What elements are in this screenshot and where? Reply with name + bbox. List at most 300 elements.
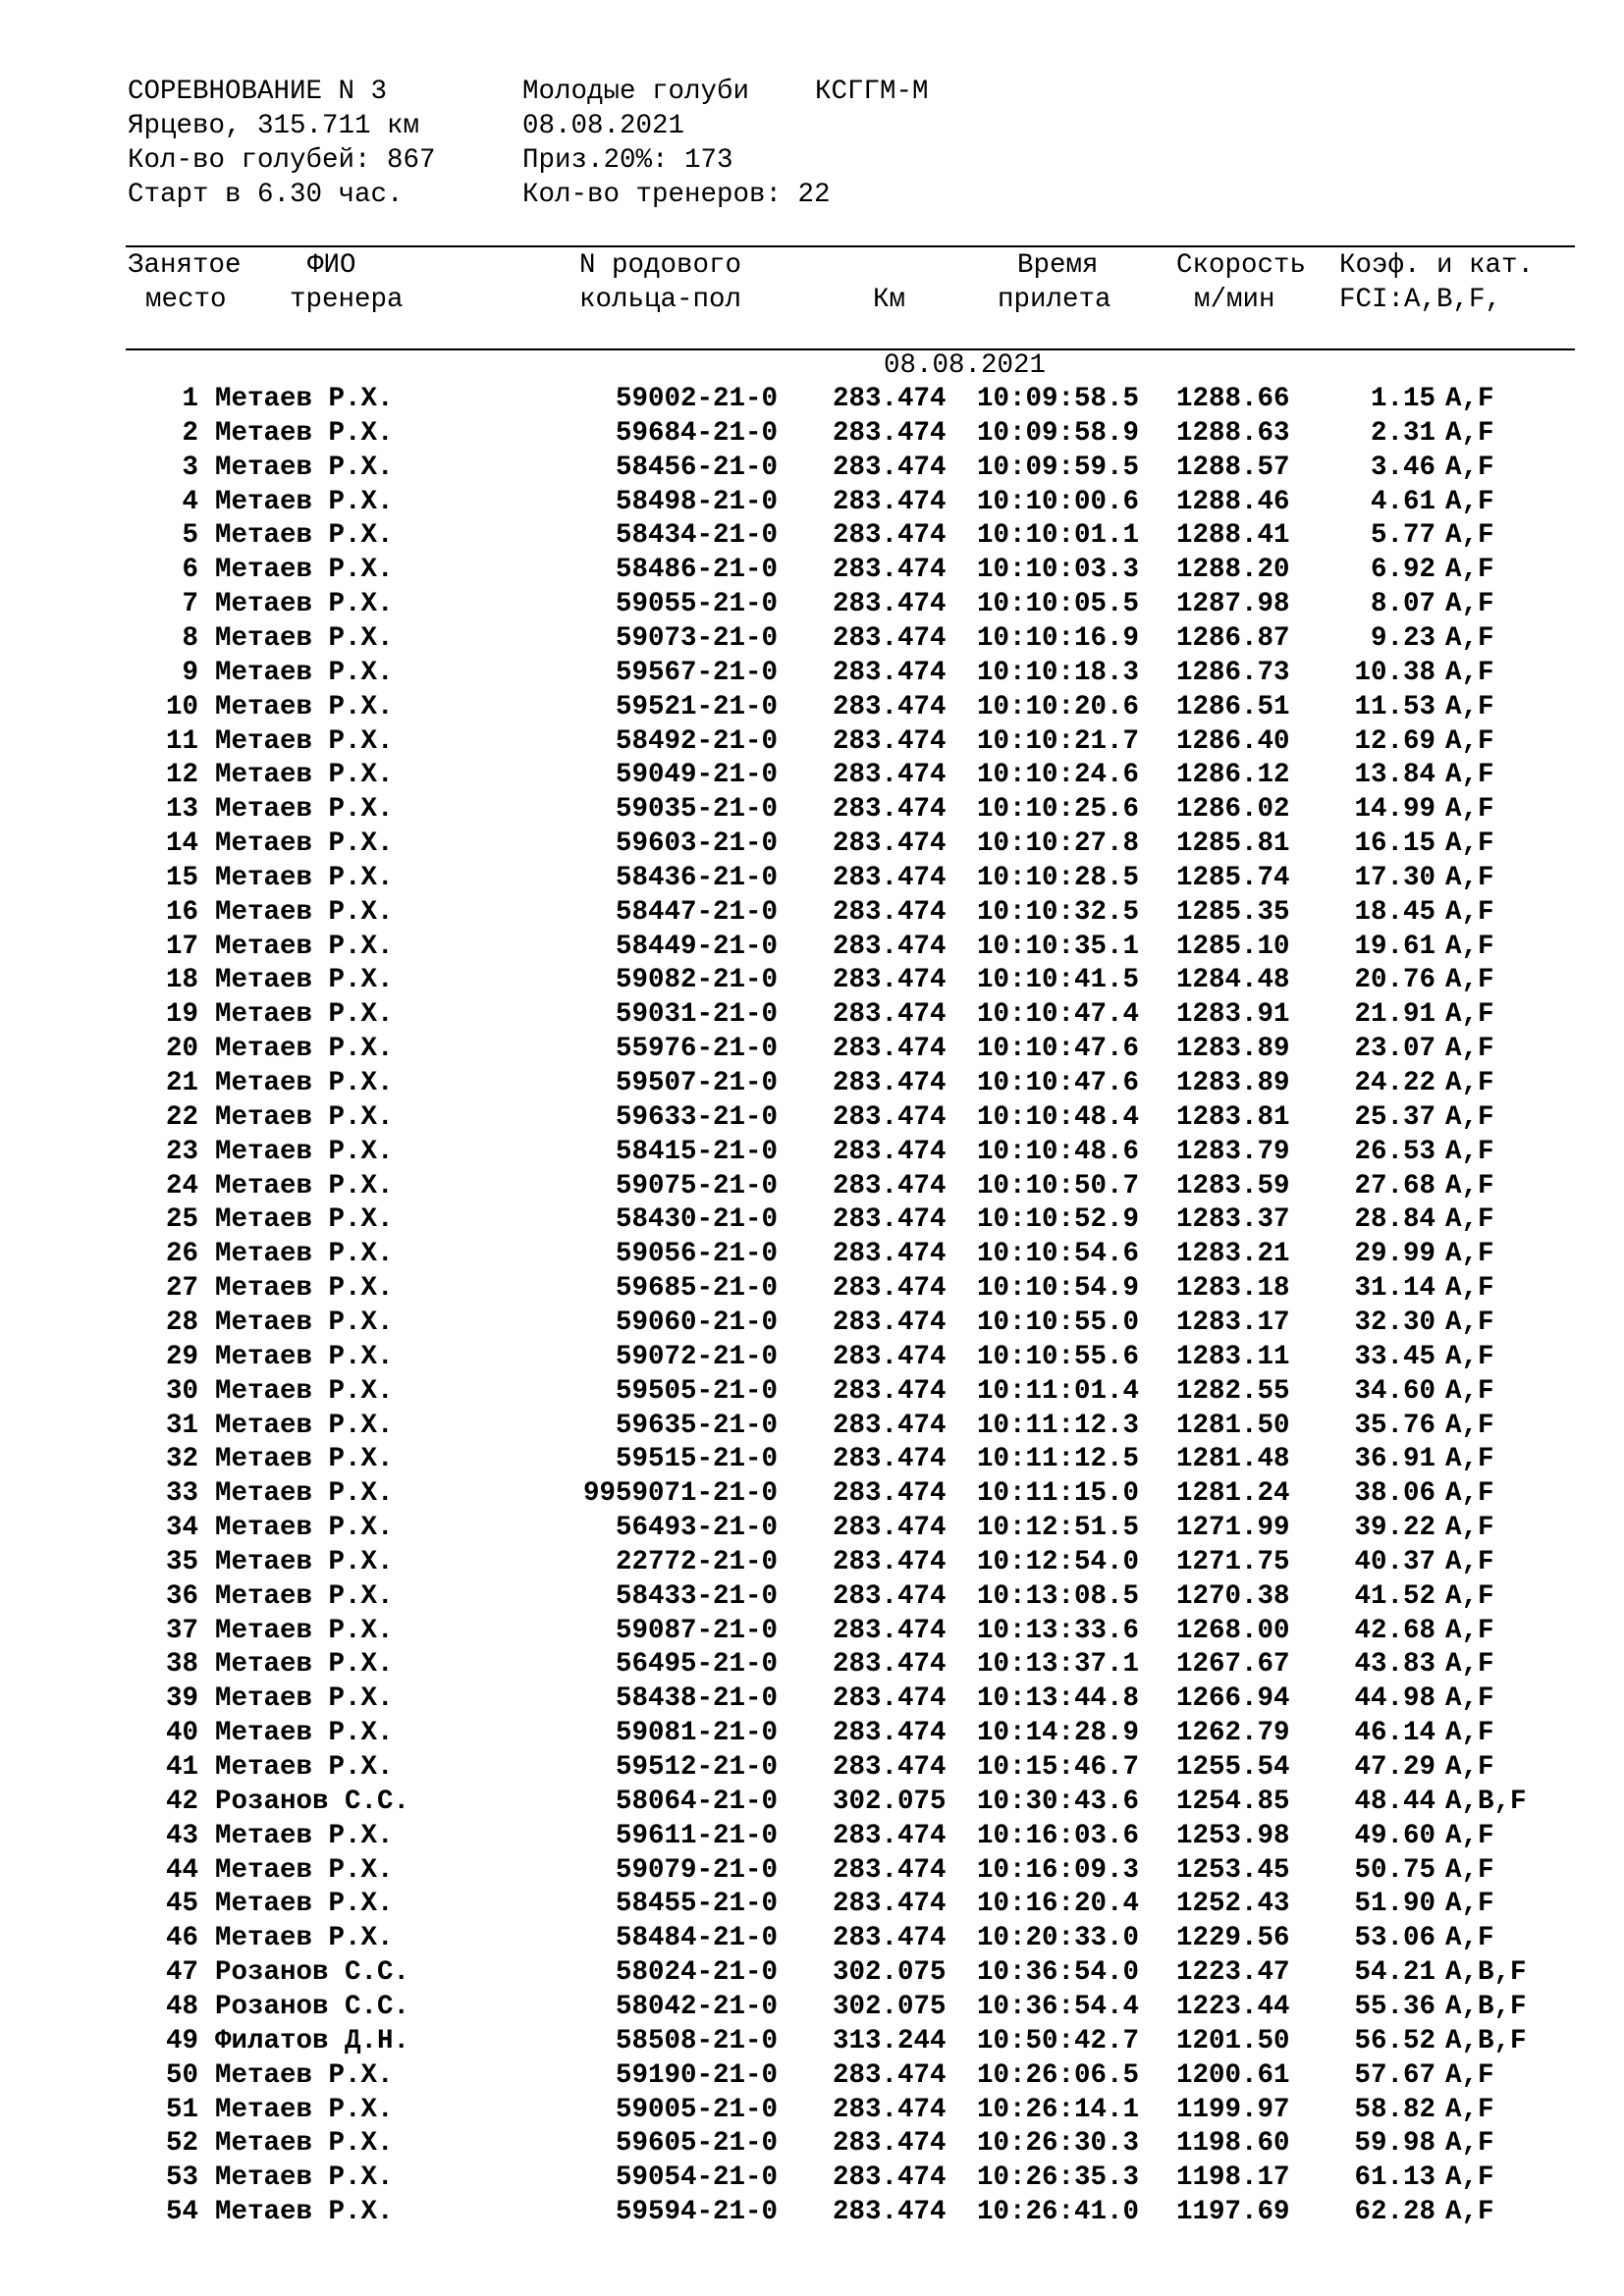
- table-row: [0, 2059, 1624, 2094]
- distance-km: 283.474: [833, 1854, 947, 1886]
- place: 10: [165, 691, 198, 722]
- ring-number: 56493-21-0: [615, 1513, 778, 1544]
- ring-number: 59594-21-0: [615, 2197, 778, 2228]
- distance-km: 302.075: [833, 1957, 947, 1989]
- arrival-time: 10:10:24.6: [977, 760, 1140, 791]
- table-row: [0, 554, 1624, 588]
- fci-category: A,F: [1445, 1034, 1494, 1065]
- ring-number: 58042-21-0: [615, 1991, 778, 2022]
- arrival-time: 10:16:09.3: [977, 1854, 1140, 1886]
- distance-km: 283.474: [833, 2094, 947, 2125]
- fci-coefficient: 23.07: [1354, 1034, 1435, 1065]
- ring-number: 58492-21-0: [615, 725, 778, 757]
- ring-number: 59633-21-0: [615, 1101, 778, 1133]
- distance-km: 313.244: [833, 2025, 947, 2056]
- place: 35: [165, 1546, 198, 1577]
- trainer-name: Метаев Р.Х.: [215, 2197, 394, 2228]
- speed: 1283.18: [1176, 1273, 1290, 1305]
- arrival-time: 10:26:30.3: [977, 2128, 1140, 2160]
- fci-category: A,F: [1445, 1068, 1494, 1098]
- distance-km: 283.474: [833, 1170, 947, 1201]
- table-row: [0, 452, 1624, 486]
- speed: 1223.44: [1176, 1991, 1290, 2022]
- trainer-name: Метаев Р.Х.: [215, 1513, 394, 1544]
- results-date: 08.08.2021: [884, 350, 1047, 381]
- table-row: [0, 1410, 1624, 1444]
- distance-km: 283.474: [833, 965, 947, 996]
- table-row: [0, 862, 1624, 896]
- fci-coefficient: 54.21: [1354, 1957, 1435, 1989]
- table-row: [0, 2162, 1624, 2196]
- place: 22: [165, 1101, 198, 1133]
- trainer-name: Метаев Р.Х.: [215, 589, 394, 620]
- arrival-time: 10:10:54.9: [977, 1273, 1140, 1305]
- table-row: [0, 1477, 1624, 1512]
- speed: 1197.69: [1176, 2197, 1290, 2228]
- speed: 1200.61: [1176, 2059, 1290, 2091]
- table-row: [0, 1341, 1624, 1375]
- table-row: [0, 931, 1624, 965]
- ring-number: 59002-21-0: [615, 384, 778, 414]
- speed: 1283.17: [1176, 1307, 1290, 1338]
- table-row: [0, 964, 1624, 998]
- col-name-2: тренера: [290, 285, 404, 315]
- table-row: [0, 1854, 1624, 1889]
- distance-km: 283.474: [833, 520, 947, 552]
- distance-km: 283.474: [833, 1513, 947, 1544]
- speed: 1223.47: [1176, 1957, 1290, 1989]
- trainer-name: Метаев Р.Х.: [215, 999, 394, 1031]
- fci-category: A,F: [1445, 657, 1494, 688]
- speed: 1283.91: [1176, 999, 1290, 1031]
- ring-number: 58433-21-0: [615, 1580, 778, 1612]
- fci-coefficient: 29.99: [1354, 1239, 1435, 1270]
- trainer-name: Метаев Р.Х.: [215, 1580, 394, 1612]
- table-row: [0, 725, 1624, 760]
- col-speed-2: м/мин: [1194, 285, 1275, 315]
- fci-coefficient: 51.90: [1354, 1889, 1435, 1920]
- trainer-name: Метаев Р.Х.: [215, 1752, 394, 1783]
- trainer-name: Метаев Р.Х.: [215, 1854, 394, 1886]
- organization: КСГГМ-М: [815, 77, 929, 107]
- distance-km: 283.474: [833, 622, 947, 654]
- place: 39: [165, 1683, 198, 1715]
- distance-km: 283.474: [833, 1410, 947, 1441]
- distance-km: 283.474: [833, 1101, 947, 1133]
- arrival-time: 10:13:33.6: [977, 1615, 1140, 1646]
- fci-coefficient: 49.60: [1354, 1820, 1435, 1851]
- ring-number: 58430-21-0: [615, 1204, 778, 1236]
- competition-title: СОРЕВНОВАНИЕ N 3: [128, 77, 388, 107]
- trainer-name: Метаев Р.Х.: [215, 1923, 394, 1954]
- place: 6: [182, 555, 198, 586]
- fci-coefficient: 24.22: [1354, 1068, 1435, 1098]
- fci-category: A,F: [1445, 1273, 1494, 1305]
- speed: 1288.57: [1176, 452, 1290, 483]
- table-row: [0, 793, 1624, 828]
- fci-category: A,B,F: [1445, 1991, 1527, 2022]
- fci-category: A,F: [1445, 1170, 1494, 1201]
- table-row: [0, 1238, 1624, 1272]
- place: 34: [165, 1513, 198, 1544]
- place: 14: [165, 828, 198, 860]
- fci-category: A,F: [1445, 417, 1494, 449]
- arrival-time: 10:10:48.6: [977, 1136, 1140, 1167]
- ring-number: 58484-21-0: [615, 1923, 778, 1954]
- col-speed-1: Скорость: [1176, 250, 1307, 281]
- distance-km: 283.474: [833, 794, 947, 826]
- fci-coefficient: 18.45: [1354, 896, 1435, 928]
- fci-category: A,F: [1445, 2197, 1494, 2228]
- fci-category: A,F: [1445, 1375, 1494, 1407]
- table-row: [0, 588, 1624, 622]
- prize-count: Приз.20%: 173: [522, 145, 733, 176]
- col-ring-1: N родового: [579, 250, 742, 281]
- place: 29: [165, 1341, 198, 1372]
- fci-category: A,F: [1445, 1580, 1494, 1612]
- fci-category: A,B,F: [1445, 1786, 1527, 1817]
- speed: 1283.37: [1176, 1204, 1290, 1236]
- fci-coefficient: 10.38: [1354, 657, 1435, 688]
- ring-number: 59079-21-0: [615, 1854, 778, 1886]
- race-date: 08.08.2021: [522, 111, 685, 141]
- place: 16: [165, 896, 198, 928]
- place: 27: [165, 1273, 198, 1305]
- speed: 1288.41: [1176, 520, 1290, 552]
- arrival-time: 10:10:21.7: [977, 725, 1140, 757]
- fci-coefficient: 59.98: [1354, 2128, 1435, 2160]
- arrival-time: 10:36:54.0: [977, 1957, 1140, 1989]
- place: 33: [165, 1478, 198, 1510]
- place: 28: [165, 1307, 198, 1338]
- ring-number: 58486-21-0: [615, 555, 778, 586]
- fci-coefficient: 34.60: [1354, 1375, 1435, 1407]
- header-line-3: [128, 143, 1011, 178]
- place: 20: [165, 1034, 198, 1065]
- distance-km: 283.474: [833, 452, 947, 483]
- trainer-name: Метаев Р.Х.: [215, 657, 394, 688]
- arrival-time: 10:10:55.6: [977, 1341, 1140, 1372]
- fci-coefficient: 26.53: [1354, 1136, 1435, 1167]
- trainer-name: Метаев Р.Х.: [215, 1136, 394, 1167]
- place: 50: [165, 2059, 198, 2091]
- ring-number: 58498-21-0: [615, 486, 778, 517]
- table-row: [0, 622, 1624, 657]
- pigeon-category: Молодые голуби: [522, 77, 750, 107]
- ring-number: 59031-21-0: [615, 999, 778, 1031]
- fci-category: A,F: [1445, 622, 1494, 654]
- ring-number: 59685-21-0: [615, 1273, 778, 1305]
- ring-number: 59611-21-0: [615, 1820, 778, 1851]
- fci-coefficient: 62.28: [1354, 2197, 1435, 2228]
- ring-number: 55976-21-0: [615, 1034, 778, 1065]
- trainer-name: Метаев Р.Х.: [215, 1649, 394, 1681]
- fci-coefficient: 46.14: [1354, 1718, 1435, 1749]
- table-row: [0, 1203, 1624, 1238]
- speed: 1253.98: [1176, 1820, 1290, 1851]
- arrival-time: 10:10:18.3: [977, 657, 1140, 688]
- speed: 1271.99: [1176, 1513, 1290, 1544]
- speed: 1271.75: [1176, 1546, 1290, 1577]
- distance-km: 283.474: [833, 2197, 947, 2228]
- trainer-name: Метаев Р.Х.: [215, 896, 394, 928]
- trainer-name: Метаев Р.Х.: [215, 1034, 394, 1065]
- fci-coefficient: 17.30: [1354, 862, 1435, 893]
- ring-number: 59005-21-0: [615, 2094, 778, 2125]
- ring-number: 59072-21-0: [615, 1341, 778, 1372]
- ring-number: 59515-21-0: [615, 1444, 778, 1475]
- arrival-time: 10:10:32.5: [977, 896, 1140, 928]
- place: 53: [165, 2163, 198, 2194]
- distance-km: 283.474: [833, 1341, 947, 1372]
- speed: 1285.74: [1176, 862, 1290, 893]
- fci-coefficient: 4.61: [1370, 486, 1435, 517]
- fci-coefficient: 32.30: [1354, 1307, 1435, 1338]
- ring-number: 58508-21-0: [615, 2025, 778, 2056]
- distance-km: 283.474: [833, 417, 947, 449]
- distance-km: 283.474: [833, 1615, 947, 1646]
- trainer-name: Метаев Р.Х.: [215, 1273, 394, 1305]
- fci-category: A,F: [1445, 1513, 1494, 1544]
- arrival-time: 10:26:35.3: [977, 2163, 1140, 2194]
- fci-category: A,F: [1445, 794, 1494, 826]
- col-km: Км: [873, 285, 906, 315]
- arrival-time: 10:11:12.3: [977, 1410, 1140, 1441]
- place: 30: [165, 1375, 198, 1407]
- trainer-name: Розанов С.С.: [215, 1786, 410, 1817]
- distance-km: 302.075: [833, 1991, 947, 2022]
- ring-number: 59035-21-0: [615, 794, 778, 826]
- speed: 1286.02: [1176, 794, 1290, 826]
- fci-category: A,F: [1445, 965, 1494, 996]
- distance-km: 283.474: [833, 1307, 947, 1338]
- trainer-name: Метаев Р.Х.: [215, 794, 394, 826]
- place: 42: [165, 1786, 198, 1817]
- place: 54: [165, 2197, 198, 2228]
- fci-coefficient: 19.61: [1354, 931, 1435, 962]
- header-line-2: [128, 109, 1011, 143]
- table-row: [0, 759, 1624, 793]
- distance-km: 283.474: [833, 1136, 947, 1167]
- fci-category: A,F: [1445, 1683, 1494, 1715]
- speed: 1255.54: [1176, 1752, 1290, 1783]
- fci-category: A,F: [1445, 1649, 1494, 1681]
- table-row: [0, 1067, 1624, 1101]
- speed: 1283.59: [1176, 1170, 1290, 1201]
- place: 49: [165, 2025, 198, 2056]
- table-row: [0, 1101, 1624, 1136]
- arrival-time: 10:12:51.5: [977, 1513, 1140, 1544]
- fci-category: A,F: [1445, 1820, 1494, 1851]
- trainer-name: Метаев Р.Х.: [215, 555, 394, 586]
- header-line-4: [128, 178, 1011, 212]
- trainer-name: Филатов Д.Н.: [215, 2025, 410, 2056]
- fci-category: A,F: [1445, 452, 1494, 483]
- table-row: [0, 1580, 1624, 1615]
- fci-coefficient: 21.91: [1354, 999, 1435, 1031]
- fci-coefficient: 9.23: [1370, 622, 1435, 654]
- fci-category: A,F: [1445, 1615, 1494, 1646]
- arrival-time: 10:09:58.9: [977, 417, 1140, 449]
- fci-category: A,F: [1445, 999, 1494, 1031]
- distance-km: 283.474: [833, 555, 947, 586]
- distance-km: 283.474: [833, 1683, 947, 1715]
- fci-coefficient: 40.37: [1354, 1546, 1435, 1577]
- arrival-time: 10:10:54.6: [977, 1239, 1140, 1270]
- place: 3: [182, 452, 198, 483]
- distance-km: 283.474: [833, 691, 947, 722]
- fci-category: A,B,F: [1445, 1957, 1527, 1989]
- fci-coefficient: 8.07: [1370, 589, 1435, 620]
- arrival-time: 10:13:44.8: [977, 1683, 1140, 1715]
- arrival-time: 10:13:08.5: [977, 1580, 1140, 1612]
- ring-number: 59605-21-0: [615, 2128, 778, 2160]
- col-time-1: Время: [1017, 250, 1099, 281]
- fci-coefficient: 56.52: [1354, 2025, 1435, 2056]
- table-row: [0, 383, 1624, 417]
- trainer-name: Метаев Р.Х.: [215, 691, 394, 722]
- place: 52: [165, 2128, 198, 2160]
- fci-coefficient: 31.14: [1354, 1273, 1435, 1305]
- ring-number: 59684-21-0: [615, 417, 778, 449]
- arrival-time: 10:10:55.0: [977, 1307, 1140, 1338]
- distance-km: 283.474: [833, 896, 947, 928]
- place: 25: [165, 1204, 198, 1236]
- col-name-1: ФИО: [307, 250, 356, 281]
- fci-category: A,F: [1445, 1307, 1494, 1338]
- fci-coefficient: 44.98: [1354, 1683, 1435, 1715]
- fci-category: A,F: [1445, 1854, 1494, 1886]
- trainer-name: Метаев Р.Х.: [215, 1307, 394, 1338]
- table-row: [0, 2127, 1624, 2162]
- fci-coefficient: 61.13: [1354, 2163, 1435, 2194]
- fci-category: A,F: [1445, 1444, 1494, 1475]
- speed: 1283.89: [1176, 1068, 1290, 1098]
- trainer-name: Метаев Р.Х.: [215, 862, 394, 893]
- trainer-name: Метаев Р.Х.: [215, 2128, 394, 2160]
- fci-coefficient: 2.31: [1370, 417, 1435, 449]
- speed: 1286.73: [1176, 657, 1290, 688]
- fci-coefficient: 36.91: [1354, 1444, 1435, 1475]
- fci-category: A,F: [1445, 2163, 1494, 2194]
- speed: 1252.43: [1176, 1889, 1290, 1920]
- fci-category: A,F: [1445, 931, 1494, 962]
- distance-km: 283.474: [833, 1034, 947, 1065]
- fci-coefficient: 42.68: [1354, 1615, 1435, 1646]
- fci-coefficient: 41.52: [1354, 1580, 1435, 1612]
- arrival-time: 10:10:05.5: [977, 589, 1140, 620]
- ring-number: 59603-21-0: [615, 828, 778, 860]
- ring-number: 59082-21-0: [615, 965, 778, 996]
- place: 46: [165, 1923, 198, 1954]
- trainer-name: Метаев Р.Х.: [215, 1615, 394, 1646]
- distance-km: 283.474: [833, 725, 947, 757]
- table-row: [0, 1615, 1624, 1649]
- speed: 1281.48: [1176, 1444, 1290, 1475]
- fci-coefficient: 3.46: [1370, 452, 1435, 483]
- ring-number: 9959071-21-0: [582, 1478, 778, 1510]
- place: 8: [182, 622, 198, 654]
- place: 44: [165, 1854, 198, 1886]
- distance-km: 283.474: [833, 1820, 947, 1851]
- distance-km: 283.474: [833, 1546, 947, 1577]
- ring-number: 58415-21-0: [615, 1136, 778, 1167]
- table-row: [0, 1170, 1624, 1204]
- place: 47: [165, 1957, 198, 1989]
- table-row: [0, 1991, 1624, 2025]
- distance-km: 283.474: [833, 589, 947, 620]
- ring-number: 58064-21-0: [615, 1786, 778, 1817]
- fci-category: A,F: [1445, 2094, 1494, 2125]
- distance-km: 283.474: [833, 2128, 947, 2160]
- trainer-name: Метаев Р.Х.: [215, 1478, 394, 1510]
- trainer-name: Метаев Р.Х.: [215, 1239, 394, 1270]
- place: 12: [165, 760, 198, 791]
- distance-km: 283.474: [833, 1204, 947, 1236]
- ring-number: 59049-21-0: [615, 760, 778, 791]
- distance-km: 283.474: [833, 657, 947, 688]
- place: 40: [165, 1718, 198, 1749]
- ring-number: 59567-21-0: [615, 657, 778, 688]
- arrival-time: 10:30:43.6: [977, 1786, 1140, 1817]
- place: 51: [165, 2094, 198, 2125]
- ring-number: 58449-21-0: [615, 931, 778, 962]
- fci-coefficient: 14.99: [1354, 794, 1435, 826]
- table-row: [0, 1512, 1624, 1546]
- fci-coefficient: 39.22: [1354, 1513, 1435, 1544]
- table-row: [0, 1443, 1624, 1477]
- distance-km: 283.474: [833, 1273, 947, 1305]
- fci-category: A,F: [1445, 1341, 1494, 1372]
- trainer-name: Метаев Р.Х.: [215, 1444, 394, 1475]
- trainer-name: Метаев Р.Х.: [215, 1410, 394, 1441]
- trainer-name: Метаев Р.Х.: [215, 452, 394, 483]
- ring-number: 58436-21-0: [615, 862, 778, 893]
- ring-number: 59056-21-0: [615, 1239, 778, 1270]
- ring-number: 59081-21-0: [615, 1718, 778, 1749]
- fci-coefficient: 27.68: [1354, 1170, 1435, 1201]
- speed: 1286.12: [1176, 760, 1290, 791]
- table-row: [0, 1820, 1624, 1854]
- fci-coefficient: 43.83: [1354, 1649, 1435, 1681]
- release-location: Ярцево, 315.711 км: [128, 111, 420, 141]
- arrival-time: 10:10:48.4: [977, 1101, 1140, 1133]
- speed: 1288.63: [1176, 417, 1290, 449]
- distance-km: 283.474: [833, 828, 947, 860]
- trainer-name: Метаев Р.Х.: [215, 520, 394, 552]
- ring-number: 58456-21-0: [615, 452, 778, 483]
- trainer-name: Метаев Р.Х.: [215, 622, 394, 654]
- place: 11: [165, 725, 198, 757]
- fci-coefficient: 6.92: [1370, 555, 1435, 586]
- fci-coefficient: 35.76: [1354, 1410, 1435, 1441]
- ring-number: 59512-21-0: [615, 1752, 778, 1783]
- trainer-name: Метаев Р.Х.: [215, 1889, 394, 1920]
- speed: 1286.87: [1176, 622, 1290, 654]
- arrival-time: 10:10:35.1: [977, 931, 1140, 962]
- table-top-rule: [126, 245, 1575, 247]
- place: 2: [182, 417, 198, 449]
- arrival-time: 10:10:47.6: [977, 1068, 1140, 1098]
- fci-category: A,F: [1445, 589, 1494, 620]
- place: 18: [165, 965, 198, 996]
- ring-number: 59054-21-0: [615, 2163, 778, 2194]
- ring-number: 59060-21-0: [615, 1307, 778, 1338]
- fci-category: A,F: [1445, 1478, 1494, 1510]
- col-coef-2: FCI:A,B,F,: [1339, 285, 1502, 315]
- distance-km: 283.474: [833, 384, 947, 414]
- fci-coefficient: 48.44: [1354, 1786, 1435, 1817]
